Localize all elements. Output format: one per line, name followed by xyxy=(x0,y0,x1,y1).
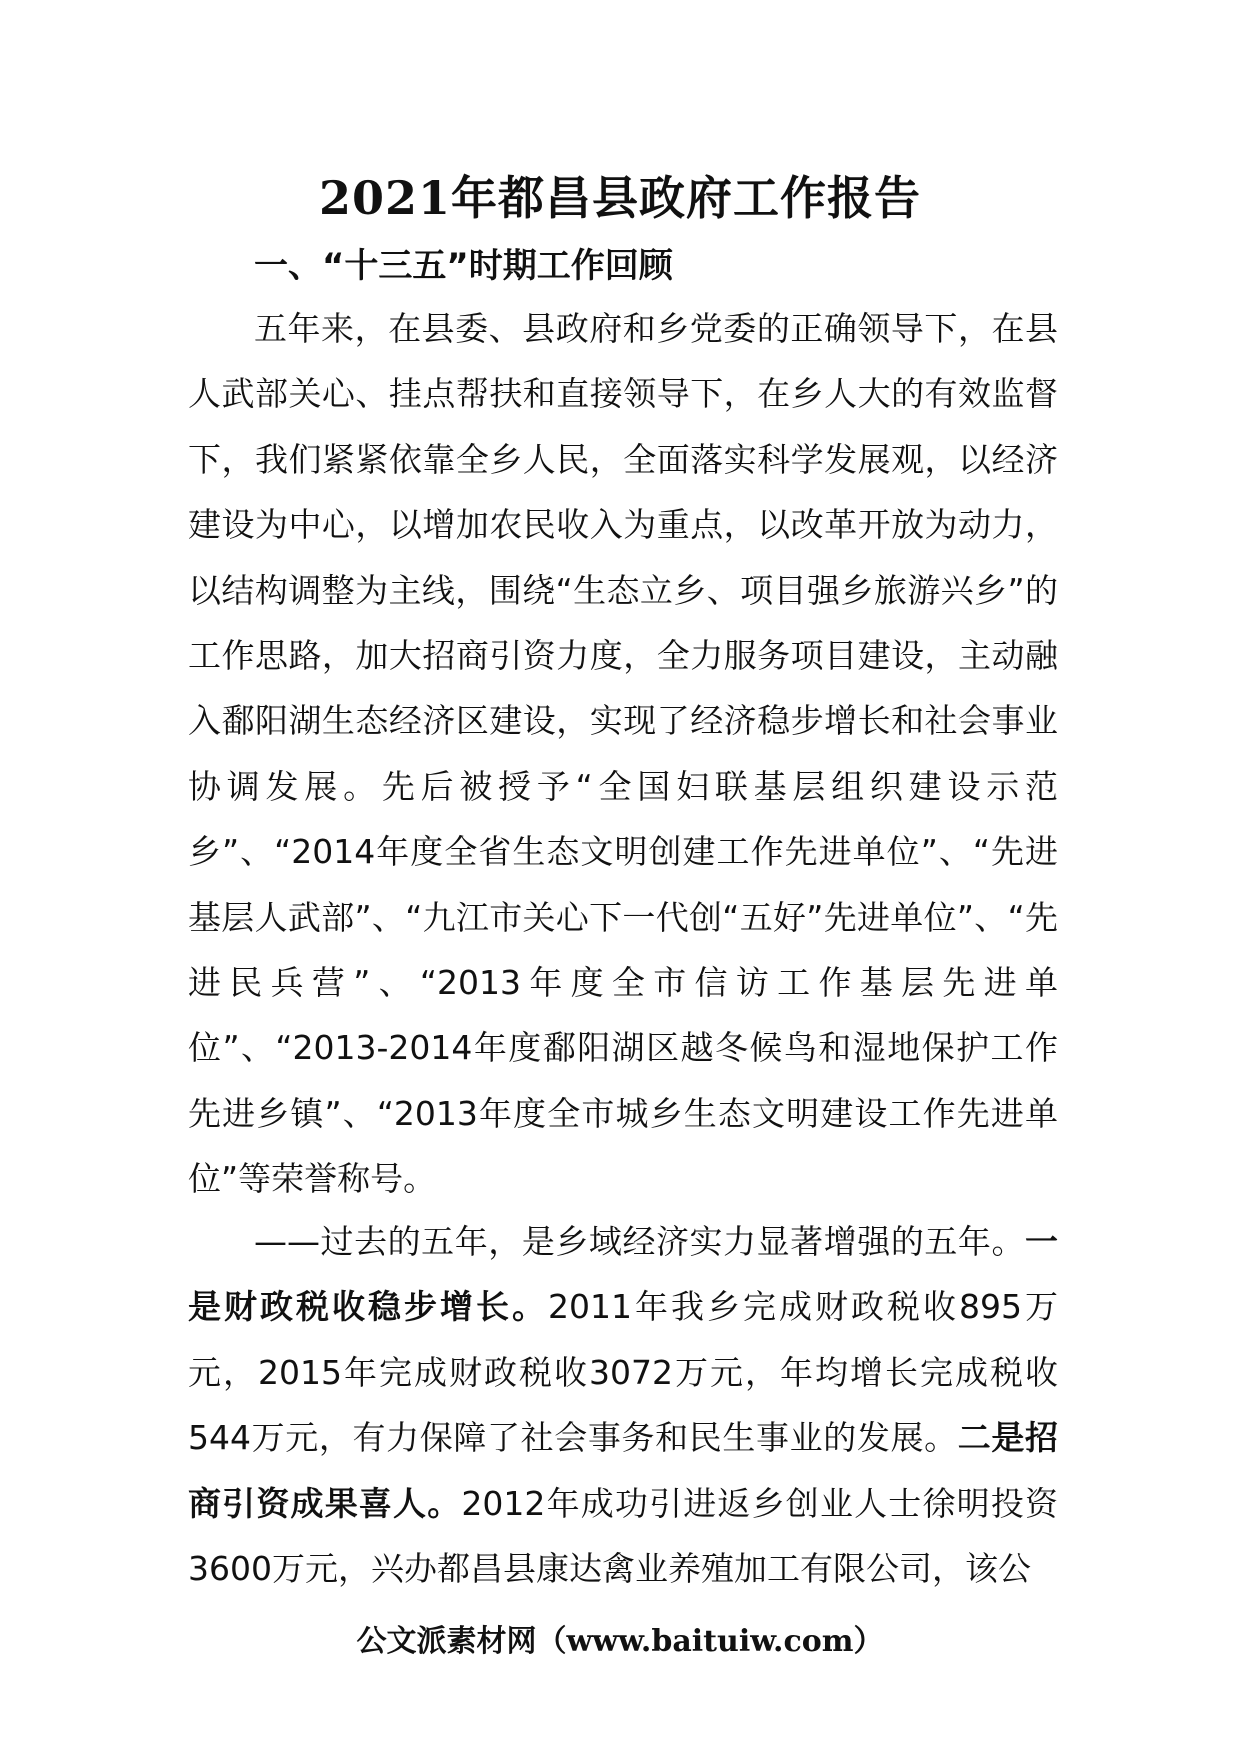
footer-watermark-text: 公文派素材网（www.baituiw.com） xyxy=(356,1624,884,1659)
point-1-heading: 一是财政税收稳步增长。 xyxy=(188,1222,1058,1327)
point-2-heading: 二是招商引资成果喜人。 xyxy=(188,1418,1058,1523)
section-heading: 一、“十三五”时期工作回顾 xyxy=(254,246,673,286)
point-2-text: 2012年成功引进返乡创业人士徐明投资3600万元，兴办都昌县康达禽业养殖加工有限公司，该公 xyxy=(188,1483,1059,1589)
document-title: 2021年都昌县政府工作报告 xyxy=(318,171,922,225)
paragraph-economy xyxy=(188,1209,1058,1601)
point-1-text: 2011年我乡完成财政税收895万元，2015年完成财政税收3072万元，年均增长完成税收544万元，有力保障了社会事务和民生事业的发展。 xyxy=(188,1287,1058,1458)
paragraph-economy-intro: ——过去的五年，是乡域经济实力显著增强的五年。 xyxy=(254,1222,1025,1261)
paragraph-review: 五年来，在县委、县政府和乡党委的正确领导下，在县人武部关心、挂点帮扶和直接领导下，在乡人大的有效监督下，我们紧紧依靠全乡人民，全面落实科学发展观，以经济建设为中心，以增加农民收入为重点，以改革开放为动力，以结构调整为主线，围绕“生态立乡、项目强乡旅游兴乡”的工作思路，加大招商引资力度，全力服务项目建设，主动融入鄱阳湖生态经济区建设，实现了经济稳步增长和社会事业协调发展。先后被授予“全国妇联基层组织建设示范乡”、“2014年度全省生态文明创建工作先进单位”、“先进基层人武部”、“九江市关心下一代创“五好”先进单位”、“先进民兵营”、“2013年度全市信访工作基层先进单位”、“2013-2014年度鄱阳湖区越冬候鸟和湿地保护工作先进乡镇”、“2013年度全市城乡生态文明建设工作先进单位”等荣誉称号。 xyxy=(188,309,1058,1199)
